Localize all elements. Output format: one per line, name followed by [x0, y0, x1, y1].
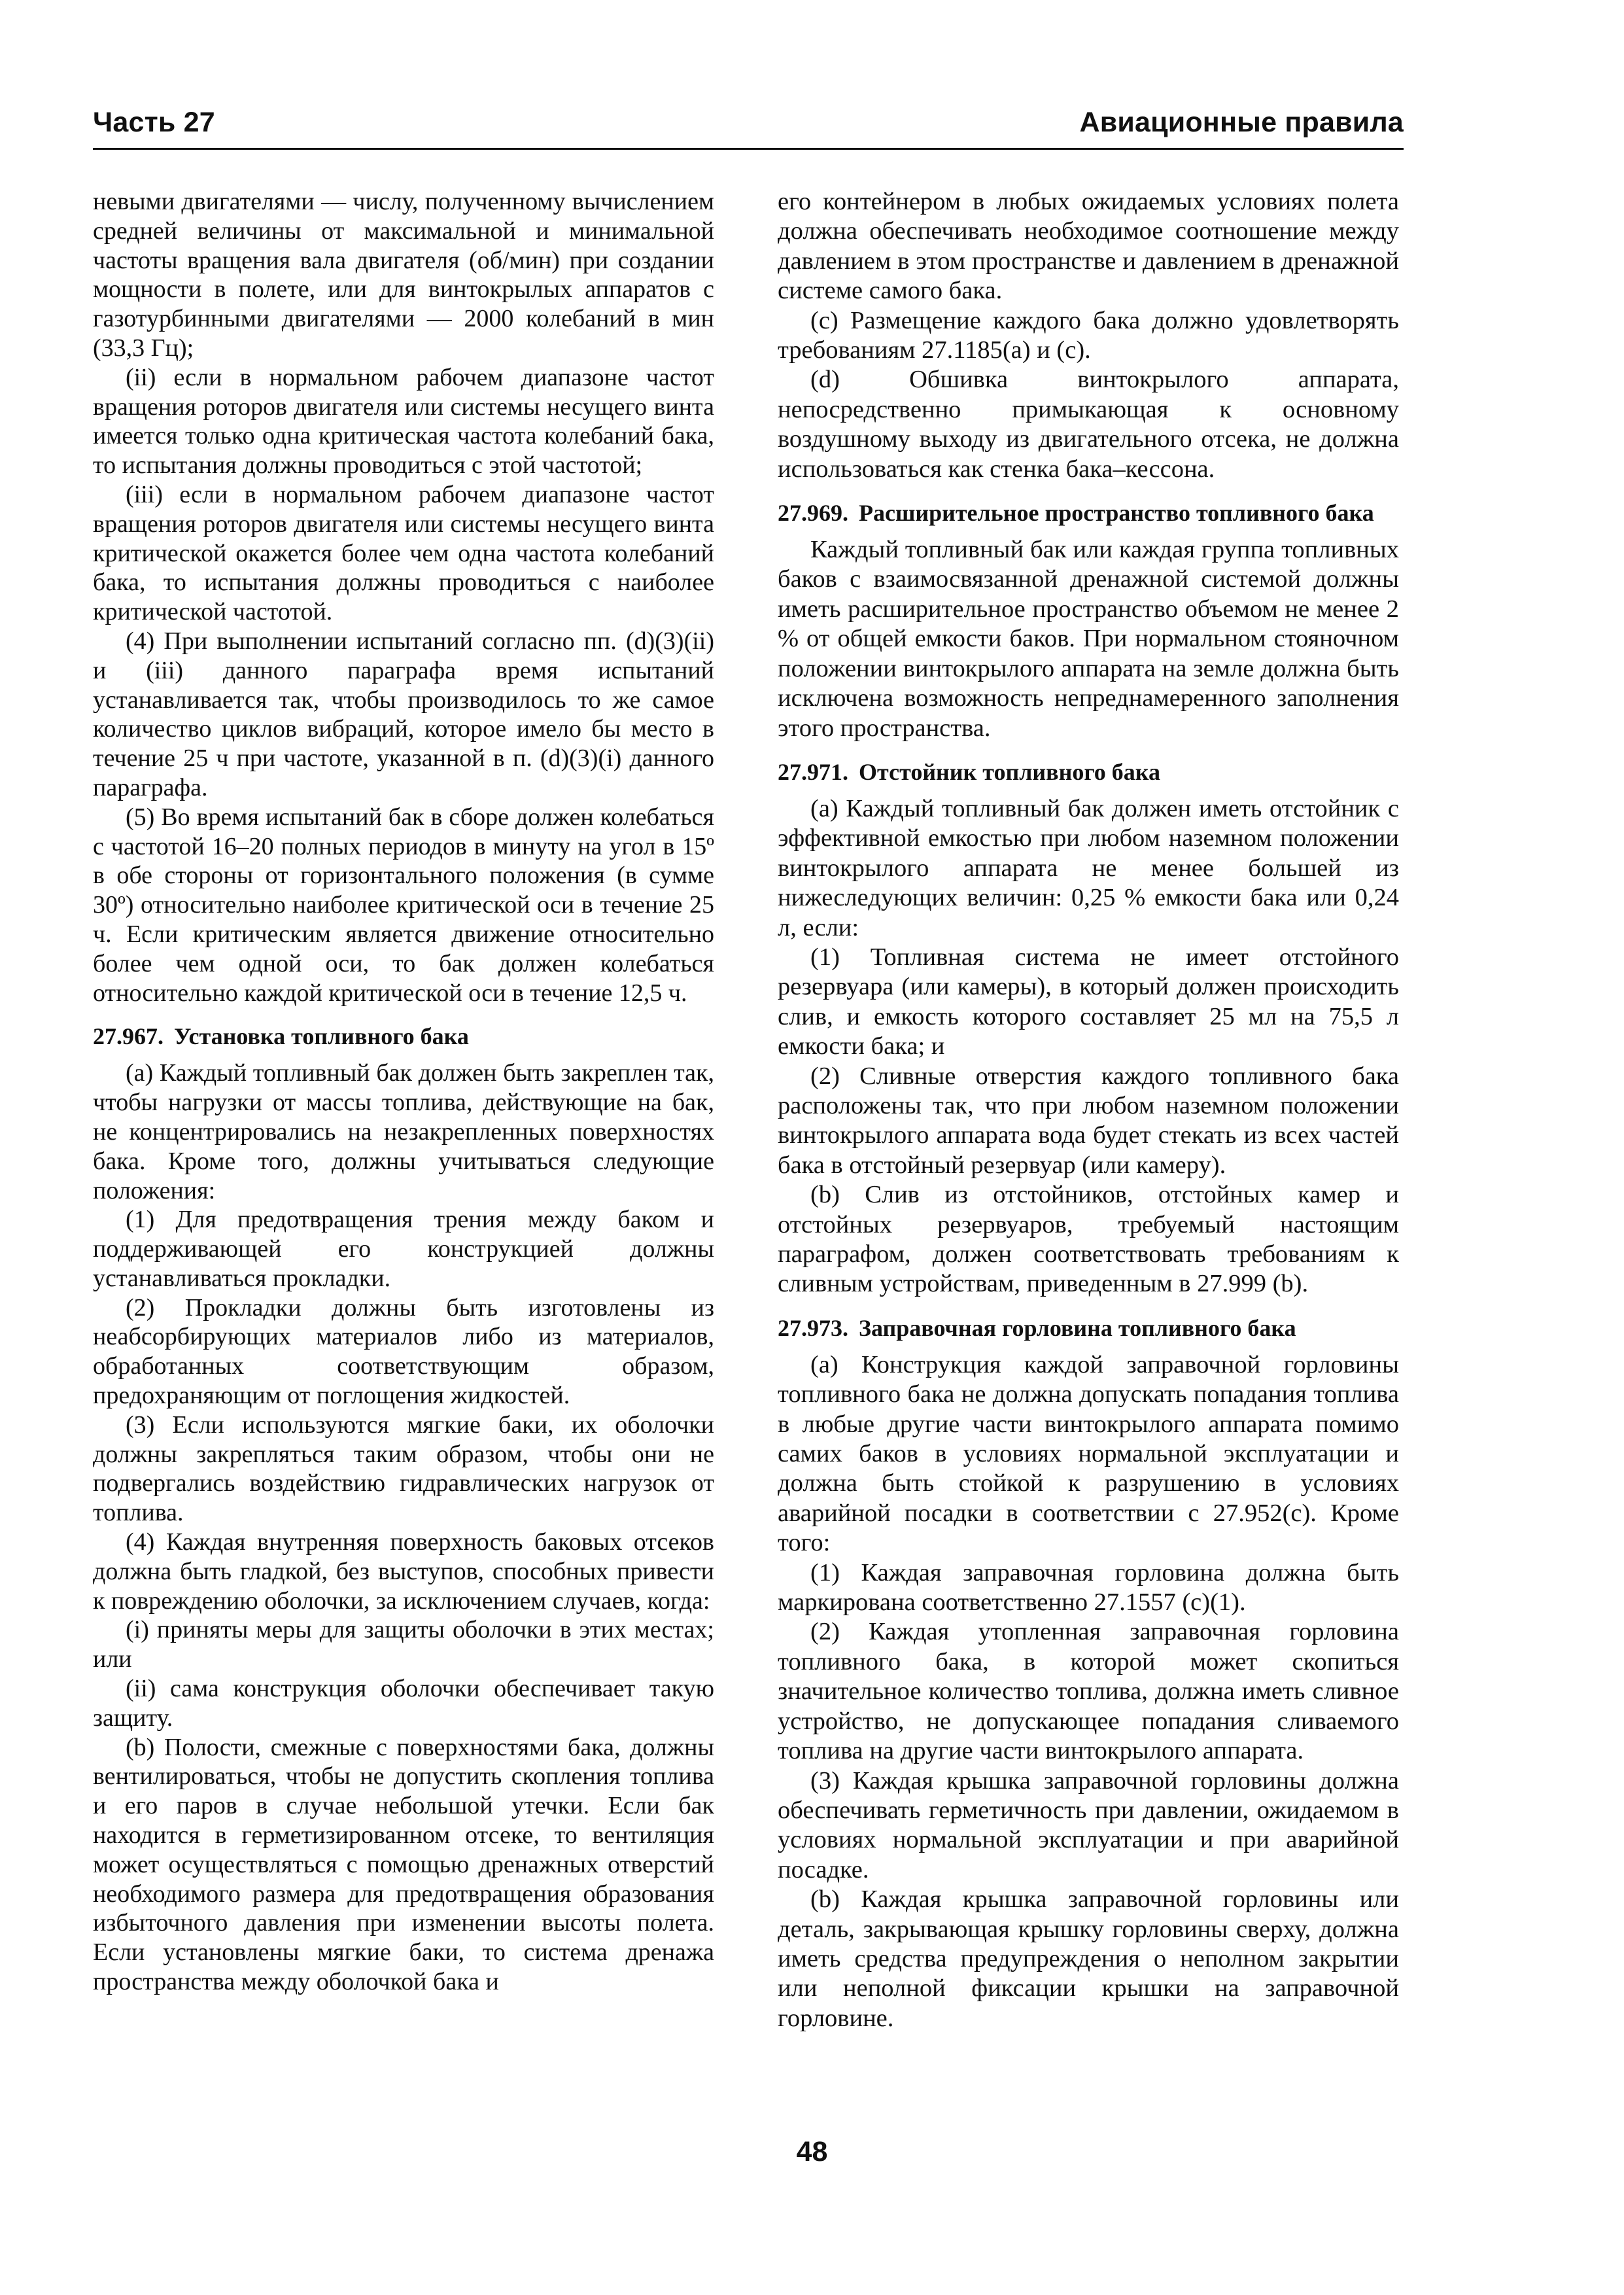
- paragraph: (a) Каждый топливный бак должен быть закреплен так, чтобы нагрузки от массы топлива, действующие на бак, не концентрировались на незакрепленных поверхностях бака. Кроме того, должны учитываться следующие положения:: [93, 1059, 714, 1204]
- paragraph: (4) При выполнении испытаний согласно пп. (d)(3)(ii) и (iii) данного параграфа время испытаний устанавливается так, чтобы производилось то же самое количество циклов вибраций, которое имело бы место в течение 25 ч при частоте, указанной в п. (d)(3)(i) данного параграфа.: [93, 627, 714, 801]
- paragraph: (2) Каждая утопленная заправочная горловина топливного бака, в которой может скопиться значительное количество топлива, должна иметь сливное устройство, не допускающее попадания сливаемого топлива на другие части винтокрылого аппарата.: [778, 1618, 1399, 1765]
- section-heading: [93, 1022, 714, 1051]
- paragraph: (2) Сливные отверстия каждого топливного бака расположены так, что при любом наземном положении винтокрылого аппарата вода будет стекать из всех частей бака в отстойный резервуар (или камеру).: [778, 1062, 1399, 1179]
- part-label: Часть 27: [93, 107, 215, 138]
- page-header: [93, 98, 1404, 150]
- section-number: 27.969.: [778, 500, 848, 527]
- paragraph: (b) Слив из отстойников, отстойных камер и отстойных резервуаров, требуемый настоящим параграфом, должен соответствовать требованиям к сливным устройствам, приведенным в 27.999 (b).: [778, 1181, 1399, 1298]
- paragraph: (ii) если в нормальном рабочем диапазоне частот вращения роторов двигателя или системы несущего винта имеется только одна критическая частота колебаний бака, то испытания должны проводиться с этой частотой;: [93, 363, 714, 480]
- paragraph: (1) Топливная система не имеет отстойного резервуара (или камеры), в который должен происходить слив, и емкость которого составляет 25 мл на 75,5 л емкости бака; и: [778, 943, 1399, 1060]
- section-heading: [778, 758, 1399, 786]
- paragraph: (5) Во время испытаний бак в сборе должен колебаться с частотой 16–20 полных периодов в минуту на угол в 15º в обе стороны от горизонтального положения (в сумме 30º) относительно наиболее критической оси в течение 25 ч. Если критическим является движение относительно более чем одной оси, то бак должен колебаться относительно каждой критической оси в течение 12,5 ч.: [93, 803, 714, 1007]
- paragraph: (a) Каждый топливный бак должен иметь отстойник с эффективной емкостью при любом наземном положении винтокрылого аппарата не менее большей из нижеследующих величин: 0,25 % емкости бака или 0,24 л, если:: [778, 794, 1399, 941]
- paragraph: (iii) если в нормальном рабочем диапазоне частот вращения роторов двигателя или системы несущего винта критической окажется более чем одна частота колебаний бака, то испытания должны проводиться с наиболее критической частотой.: [93, 480, 714, 626]
- paragraph: (ii) сама конструкция оболочки обеспечивает такую защиту.: [93, 1675, 714, 1732]
- paragraph: (b) Каждая крышка заправочной горловины или деталь, закрывающая крышку горловины сверху, должна иметь средства предупреждения о неполном закрытии или неполной фиксации крышки на заправочной горловине.: [778, 1885, 1399, 2032]
- section-number: 27.971.: [778, 758, 848, 785]
- section-title: Расширительное пространство топливного бака: [859, 500, 1374, 527]
- paragraph: (b) Полости, смежные с поверхностями бака, должны вентилироваться, чтобы не допустить скопления топлива и его паров в случае небольшой утечки. Если бак находится в герметизированном отсеке, то вентиляция может осуществляться с помощью дренажных отверстий необходимого размера для предотвращения образования избыточного давления при изменении высоты полета. Если установлены мягкие баки, то система дренажа пространства между оболочкой бака и: [93, 1733, 714, 1996]
- paragraph: (a) Конструкция каждой заправочной горловины топливного бака не должна допускать попадания топлива в любые другие части винтокрылого аппарата помимо самих баков в условиях нормальной эксплуатации и должна быть стойкой к разрушению в условиях аварийной посадки в соответствии с 27.952(с). Кроме того:: [778, 1350, 1399, 1557]
- left-column: [93, 187, 714, 1997]
- section-number: 27.967.: [93, 1023, 164, 1050]
- right-column: [778, 187, 1399, 2033]
- paragraph: (2) Прокладки должны быть изготовлены из неабсорбирующих материалов либо из материалов, обработанных соответствующим образом, предохраняющим от поглощения жидкостей.: [93, 1293, 714, 1410]
- paragraph: невыми двигателями — числу, полученному вычислением средней величины от максимальной и минимальной частоты вращения вала двигателя (об/мин) при создании мощности в полете, или для винтокрылых аппаратов с газотурбинными двигателями — 2000 колебаний в мин (33,3 Гц);: [93, 188, 714, 362]
- paragraph: (d) Обшивка винтокрылого аппарата, непосредственно примыкающая к основному воздушному выходу из двигательного отсека, не должна использоваться как стенка бака–кессона.: [778, 366, 1399, 483]
- section-title: Отстойник топливного бака: [859, 758, 1161, 785]
- section-number: 27.973.: [778, 1314, 848, 1341]
- paragraph: (1) Для предотвращения трения между баком и поддерживающей его конструкцией должны устанавливаться прокладки.: [93, 1206, 714, 1292]
- section-heading: [778, 1314, 1399, 1342]
- paragraph: его контейнером в любых ожидаемых условиях полета должна обеспечивать необходимое соотношение между давлением в этом пространстве и давлением в дренажной системе самого бака.: [778, 188, 1399, 305]
- section-title: Заправочная горловина топливного бака: [859, 1314, 1296, 1341]
- paragraph: (1) Каждая заправочная горловина должна быть маркирована соответственно 27.1557 (с)(1).: [778, 1558, 1399, 1617]
- paragraph: (c) Размещение каждого бака должно удовлетворять требованиям 27.1185(а) и (с).: [778, 306, 1399, 364]
- page-number: 48: [796, 2136, 828, 2167]
- paragraph: (3) Если используются мягкие баки, их оболочки должны закрепляться таким образом, чтобы они не подвергались воздействию гидравлических нагрузок от топлива.: [93, 1410, 714, 1527]
- paragraph: (i) приняты меры для защиты оболочки в этих местах; или: [93, 1616, 714, 1673]
- paragraph: (4) Каждая внутренняя поверхность баковых отсеков должна быть гладкой, без выступов, способных привести к повреждению оболочки, за исключением случаев, когда:: [93, 1528, 714, 1615]
- paragraph: (3) Каждая крышка заправочной горловины должна обеспечивать герметичность при давлении, ожидаемом в условиях нормальной эксплуатации и при аварийной посадке.: [778, 1766, 1399, 1883]
- document-title: Авиационные правила: [1079, 107, 1404, 138]
- section-title: Установка топливного бака: [174, 1023, 469, 1050]
- paragraph: Каждый топливный бак или каждая группа топливных баков с взаимосвязанной дренажной системой должны иметь расширительное пространство объемом не менее 2 % от общей емкости баков. При нормальном стояночном положении винтокрылого аппарата на земле должна быть исключена возможность непреднамеренного заполнения этого пространства.: [778, 536, 1399, 742]
- section-heading: [778, 499, 1399, 527]
